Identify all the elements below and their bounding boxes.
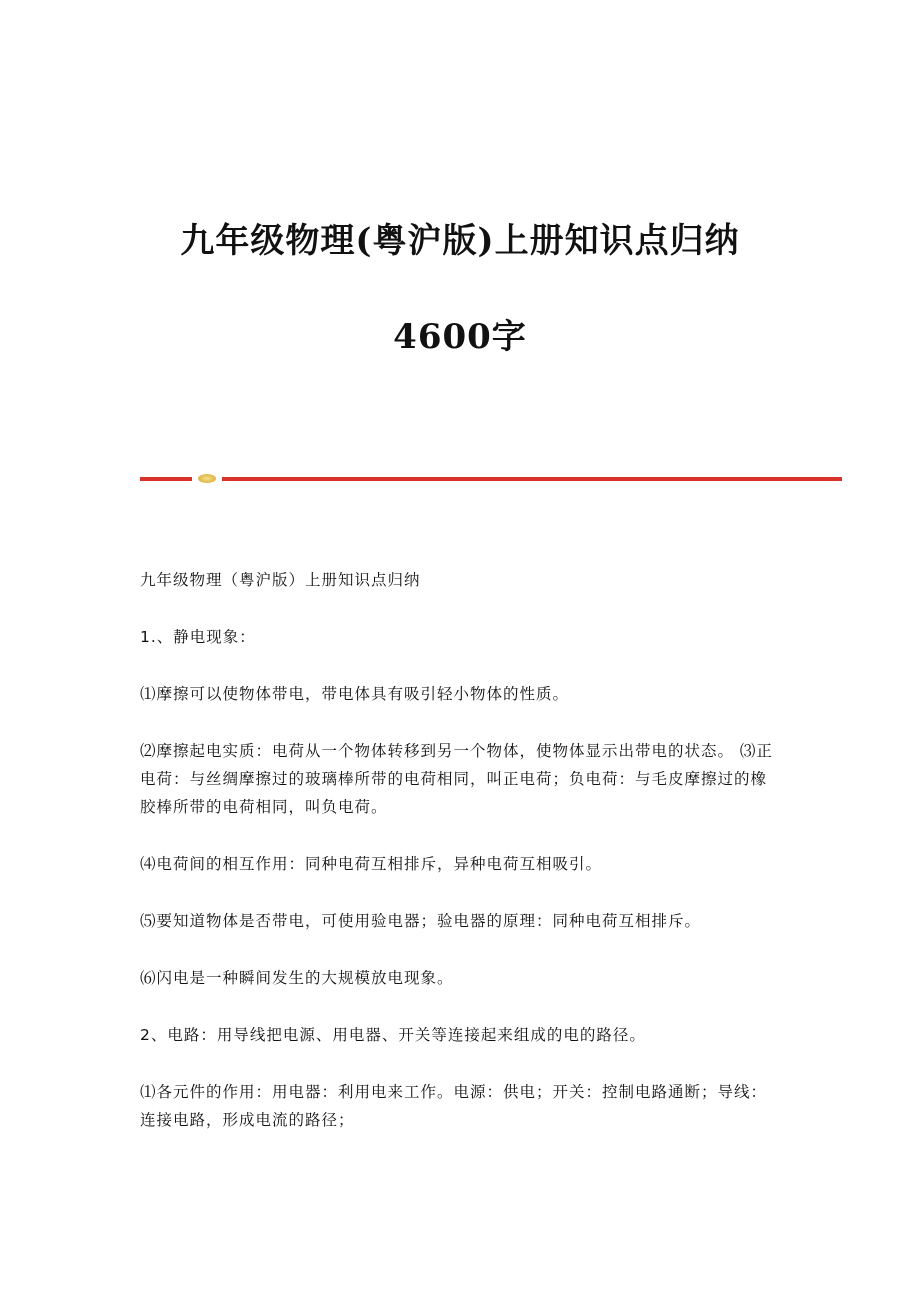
paragraph-item: ⑴各元件的作用：用电器：利用电来工作。电源：供电；开关：控制电路通断；导线：连接电路，形成电流的路径； [140, 1083, 768, 1129]
paragraph-item: ⑹闪电是一种瞬间发生的大规模放电现象。 [140, 969, 454, 987]
divider-ornament-icon [198, 474, 216, 483]
paragraph-item: ⑸要知道物体是否带电，可使用验电器；验电器的原理：同种电荷互相排斥。 [140, 912, 702, 930]
body-heading: 九年级物理（粤沪版）上册知识点归纳 [140, 571, 421, 589]
document-title-word-count: 4600字 [393, 317, 527, 357]
paragraph-item: ⑷电荷间的相互作用：同种电荷互相排斥，异种电荷互相吸引。 [140, 855, 603, 873]
paragraph-item: ⑵摩擦起电实质：电荷从一个物体转移到另一个物体，使物体显示出带电的状态。 ⑶正电荷：与丝绸摩擦过的玻璃棒所带的电荷相同，叫正电荷；负电荷：与毛皮摩擦过的橡胶棒所带的电荷相同，叫负电荷。 [140, 742, 773, 816]
divider-left-bar [140, 477, 192, 481]
title-divider [140, 477, 842, 482]
paragraph-item: ⑴摩擦可以使物体带电，带电体具有吸引轻小物体的性质。 [140, 685, 570, 703]
section-heading-static-electricity: 1.、静电现象： [140, 628, 256, 646]
document-title: 九年级物理(粤沪版)上册知识点归纳 [180, 221, 740, 261]
divider-right-bar [222, 477, 842, 481]
document-body [140, 566, 780, 1163]
section-heading-circuit: 2、电路：用导线把电源、用电器、开关等连接起来组成的电的路径。 [140, 1026, 646, 1044]
